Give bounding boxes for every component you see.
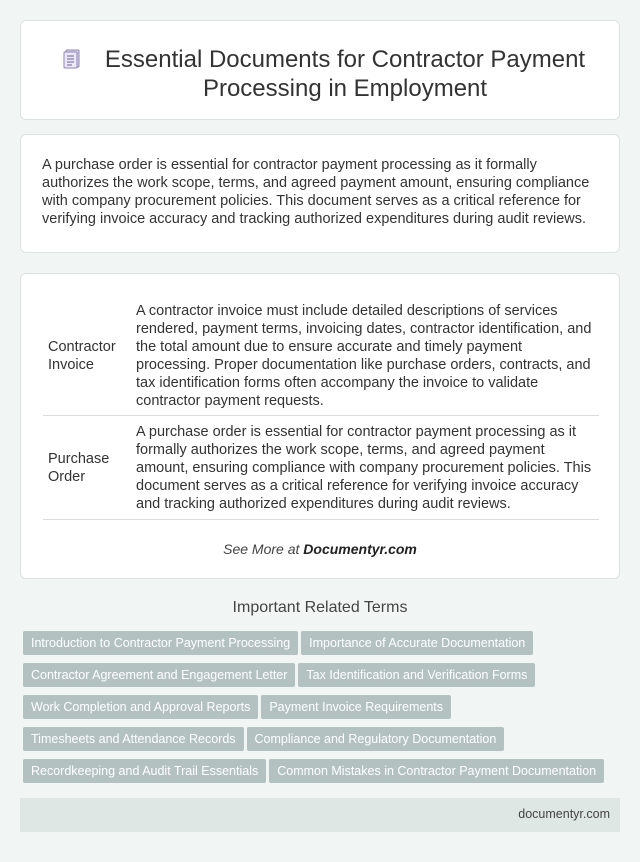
related-term-tag[interactable]: Contractor Agreement and Engagement Letter xyxy=(23,663,295,687)
tag-row xyxy=(23,759,623,791)
related-terms-heading: Important Related Terms xyxy=(232,599,408,616)
documents-table xyxy=(43,301,599,520)
document-term: Contractor Invoice xyxy=(43,301,130,416)
footer xyxy=(20,798,620,832)
tag-row xyxy=(23,727,623,759)
tag-row xyxy=(23,631,623,663)
see-more-line xyxy=(21,541,619,557)
related-term-tag[interactable]: Tax Identification and Verification Forms xyxy=(298,663,535,687)
related-term-tag[interactable]: Common Mistakes in Contractor Payment Documentation xyxy=(269,759,604,783)
related-term-tag[interactable]: Recordkeeping and Audit Trail Essentials xyxy=(23,759,266,783)
see-more-prefix: See More at xyxy=(223,541,304,557)
related-term-tag[interactable]: Importance of Accurate Documentation xyxy=(301,631,533,655)
related-terms-tags xyxy=(23,631,623,791)
summary-card xyxy=(20,134,620,253)
table-row xyxy=(43,416,599,520)
page-title: Essential Documents for Contractor Payment Processing in Employment xyxy=(104,46,586,102)
title-card xyxy=(20,20,620,120)
document-description: A contractor invoice must include detailed descriptions of services rendered, payment terms, invoicing dates, contractor identification, and the total amount due to ensure accurate and timely payment processing. Proper documentation like purchase orders, contracts, and tax identification forms often accompany the invoice to validate contractor payment requests. xyxy=(130,301,599,416)
related-term-tag[interactable]: Compliance and Regulatory Documentation xyxy=(247,727,505,751)
related-term-tag[interactable]: Introduction to Contractor Payment Processing xyxy=(23,631,298,655)
related-term-tag[interactable]: Timesheets and Attendance Records xyxy=(23,727,244,751)
documents-card xyxy=(20,273,620,579)
document-term: Purchase Order xyxy=(43,416,130,520)
related-term-tag[interactable]: Payment Invoice Requirements xyxy=(261,695,451,719)
tag-row xyxy=(23,663,623,695)
see-more-link[interactable]: Documentyr.com xyxy=(303,541,417,557)
tag-row xyxy=(23,695,623,727)
related-term-tag[interactable]: Work Completion and Approval Reports xyxy=(23,695,258,719)
footer-site[interactable]: documentyr.com xyxy=(518,807,610,821)
document-description: A purchase order is essential for contractor payment processing as it formally authorizes the work scope, terms, and agreed payment amount, ensuring compliance with company procurement policies. This document serves as a critical reference for verifying invoice accuracy and tracking authorized expenditures during audit reviews. xyxy=(130,416,599,520)
table-row xyxy=(43,301,599,416)
summary-text: A purchase order is essential for contractor payment processing as it formally authorizes the work scope, terms, and agreed payment amount, ensuring compliance with company procurement policies. This document serves as a critical reference for verifying invoice accuracy and tracking authorized expenditures during audit reviews. xyxy=(42,157,590,227)
